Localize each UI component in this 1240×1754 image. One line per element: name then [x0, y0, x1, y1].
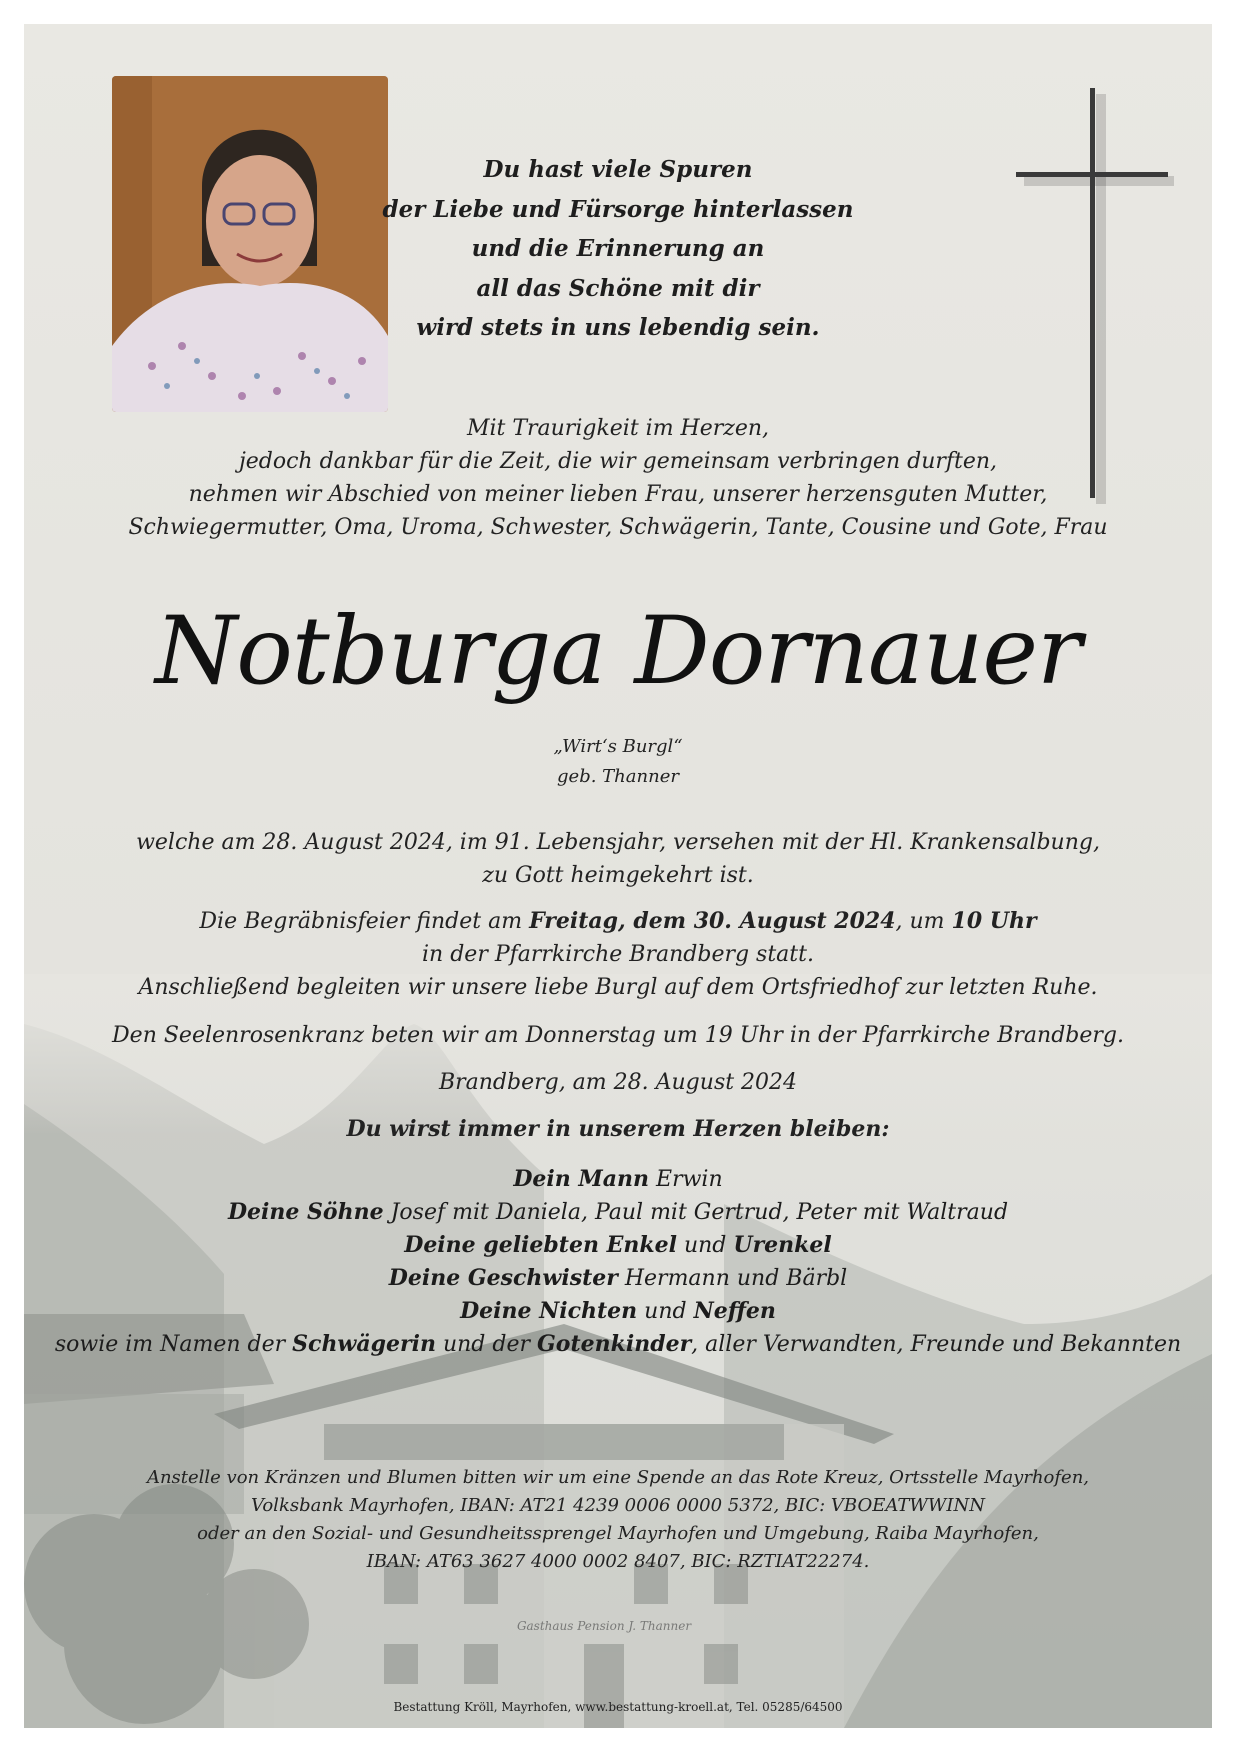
place-date: Brandberg, am 28. August 2024 — [438, 1070, 798, 1095]
intro-line: nehmen wir Abschied von meiner lieben Frau, unserer herzensguten Mutter, — [188, 482, 1048, 507]
mourner-label: Deine geliebten Enkel — [404, 1232, 677, 1258]
mourner-label: Neffen — [693, 1298, 776, 1324]
mourner-conjunction: und — [676, 1233, 734, 1258]
verse — [24, 150, 1212, 348]
mourner-label: Dein Mann — [513, 1166, 650, 1192]
building-balcony — [324, 1424, 784, 1460]
funeral-line-3: Anschließend begleiten wir unsere liebe Burgl auf dem Ortsfriedhof zur letzten Ruhe. — [138, 975, 1098, 1000]
mourner-label: Schwägerin — [292, 1331, 436, 1357]
mourner-label: Deine Nichten — [460, 1298, 638, 1324]
mourner-text: sowie im Namen der — [54, 1332, 293, 1357]
verse-line: und die Erinnerung an — [471, 235, 765, 262]
funeral-line-1 — [24, 905, 1212, 938]
funeral-mid: , um — [895, 909, 952, 934]
verse-line: Du hast viele Spuren — [483, 156, 753, 183]
mourner-names: Erwin — [649, 1167, 723, 1192]
funeral-line-2: in der Pfarrkirche Brandberg statt. — [422, 942, 814, 967]
mourner-text: und der — [435, 1332, 537, 1357]
mourner-line — [24, 1163, 1212, 1196]
verse-line: der Liebe und Fürsorge hinterlassen — [382, 195, 854, 223]
verse-line: all das Schöne mit dir — [476, 274, 760, 302]
mourner-label: Deine Geschwister — [388, 1265, 618, 1291]
mourner-text: , aller Verwandten, Freunde und Bekannten — [691, 1332, 1182, 1357]
heart-line: Du wirst immer in unserem Herzen bleiben: — [346, 1116, 890, 1142]
mourner-names: Hermann und Bärbl — [617, 1266, 848, 1291]
mourner-line — [24, 1295, 1212, 1328]
donation-line: oder an den Sozial- und Gesundheitssprengel Mayrhofen und Umgebung, Raiba Mayrhofen, — [197, 1523, 1039, 1544]
deceased-name: Notburga Dornauer — [155, 597, 1081, 706]
intro-line: Schwiegermutter, Oma, Uroma, Schwester, Schwägerin, Tante, Cousine und Gote, Frau — [128, 515, 1108, 540]
donation-line: Anstelle von Kränzen und Blumen bitten wir um eine Spende an das Rote Kreuz, Ortsstelle Mayrhofen, — [146, 1467, 1090, 1488]
mourner-label: Deine Söhne — [227, 1199, 384, 1225]
verse-line: wird stets in uns lebendig sein. — [416, 314, 820, 341]
mourners-list — [24, 1163, 1212, 1361]
funeral-prefix: Die Begräbnisfeier findet am — [199, 909, 530, 934]
death-notice-line: welche am 28. August 2024, im 91. Lebensjahr, versehen mit der Hl. Krankensalbung, — [136, 830, 1100, 855]
mourner-line — [24, 1328, 1212, 1361]
donation-info — [24, 1464, 1212, 1576]
mourner-line — [24, 1196, 1212, 1229]
intro-text — [24, 412, 1212, 544]
deceased-nickname: „Wirt‘s Burgl“ — [553, 736, 683, 757]
intro-line: Mit Traurigkeit im Herzen, — [466, 416, 770, 441]
deceased-maiden-name: geb. Thanner — [557, 766, 679, 787]
obituary-card — [24, 24, 1212, 1728]
mourner-label: Gotenkinder — [536, 1331, 692, 1357]
intro-line: jedoch dankbar für die Zeit, die wir gemeinsam verbringen durften, — [238, 449, 998, 474]
rosary-info: Den Seelenrosenkranz beten wir am Donnerstag um 19 Uhr in der Pfarrkirche Brandberg. — [112, 1023, 1124, 1048]
mourner-line — [24, 1229, 1212, 1262]
donation-line: IBAN: AT63 3627 4000 0002 8407, BIC: RZTIAT22274. — [366, 1551, 870, 1572]
mourner-names: Josef mit Daniela, Paul mit Gertrud, Peter mit Waltraud — [383, 1200, 1009, 1225]
mourner-conjunction: und — [637, 1299, 694, 1324]
building-sign: Gasthaus Pension J. Thanner — [516, 1619, 692, 1633]
funeral-time: 10 Uhr — [951, 908, 1037, 934]
funeral-home-footer: Bestattung Kröll, Mayrhofen, www.bestattung-kroell.at, Tel. 05285/64500 — [393, 1700, 843, 1714]
funeral-date: Freitag, dem 30. August 2024 — [529, 908, 896, 934]
mourner-label: Urenkel — [733, 1232, 832, 1258]
mourner-line — [24, 1262, 1212, 1295]
death-notice — [24, 826, 1212, 892]
donation-line: Volksbank Mayrhofen, IBAN: AT21 4239 0006 0000 5372, BIC: VBOEATWWINN — [251, 1495, 985, 1516]
death-notice-line: zu Gott heimgekehrt ist. — [482, 863, 754, 888]
funeral-info — [24, 905, 1212, 1004]
